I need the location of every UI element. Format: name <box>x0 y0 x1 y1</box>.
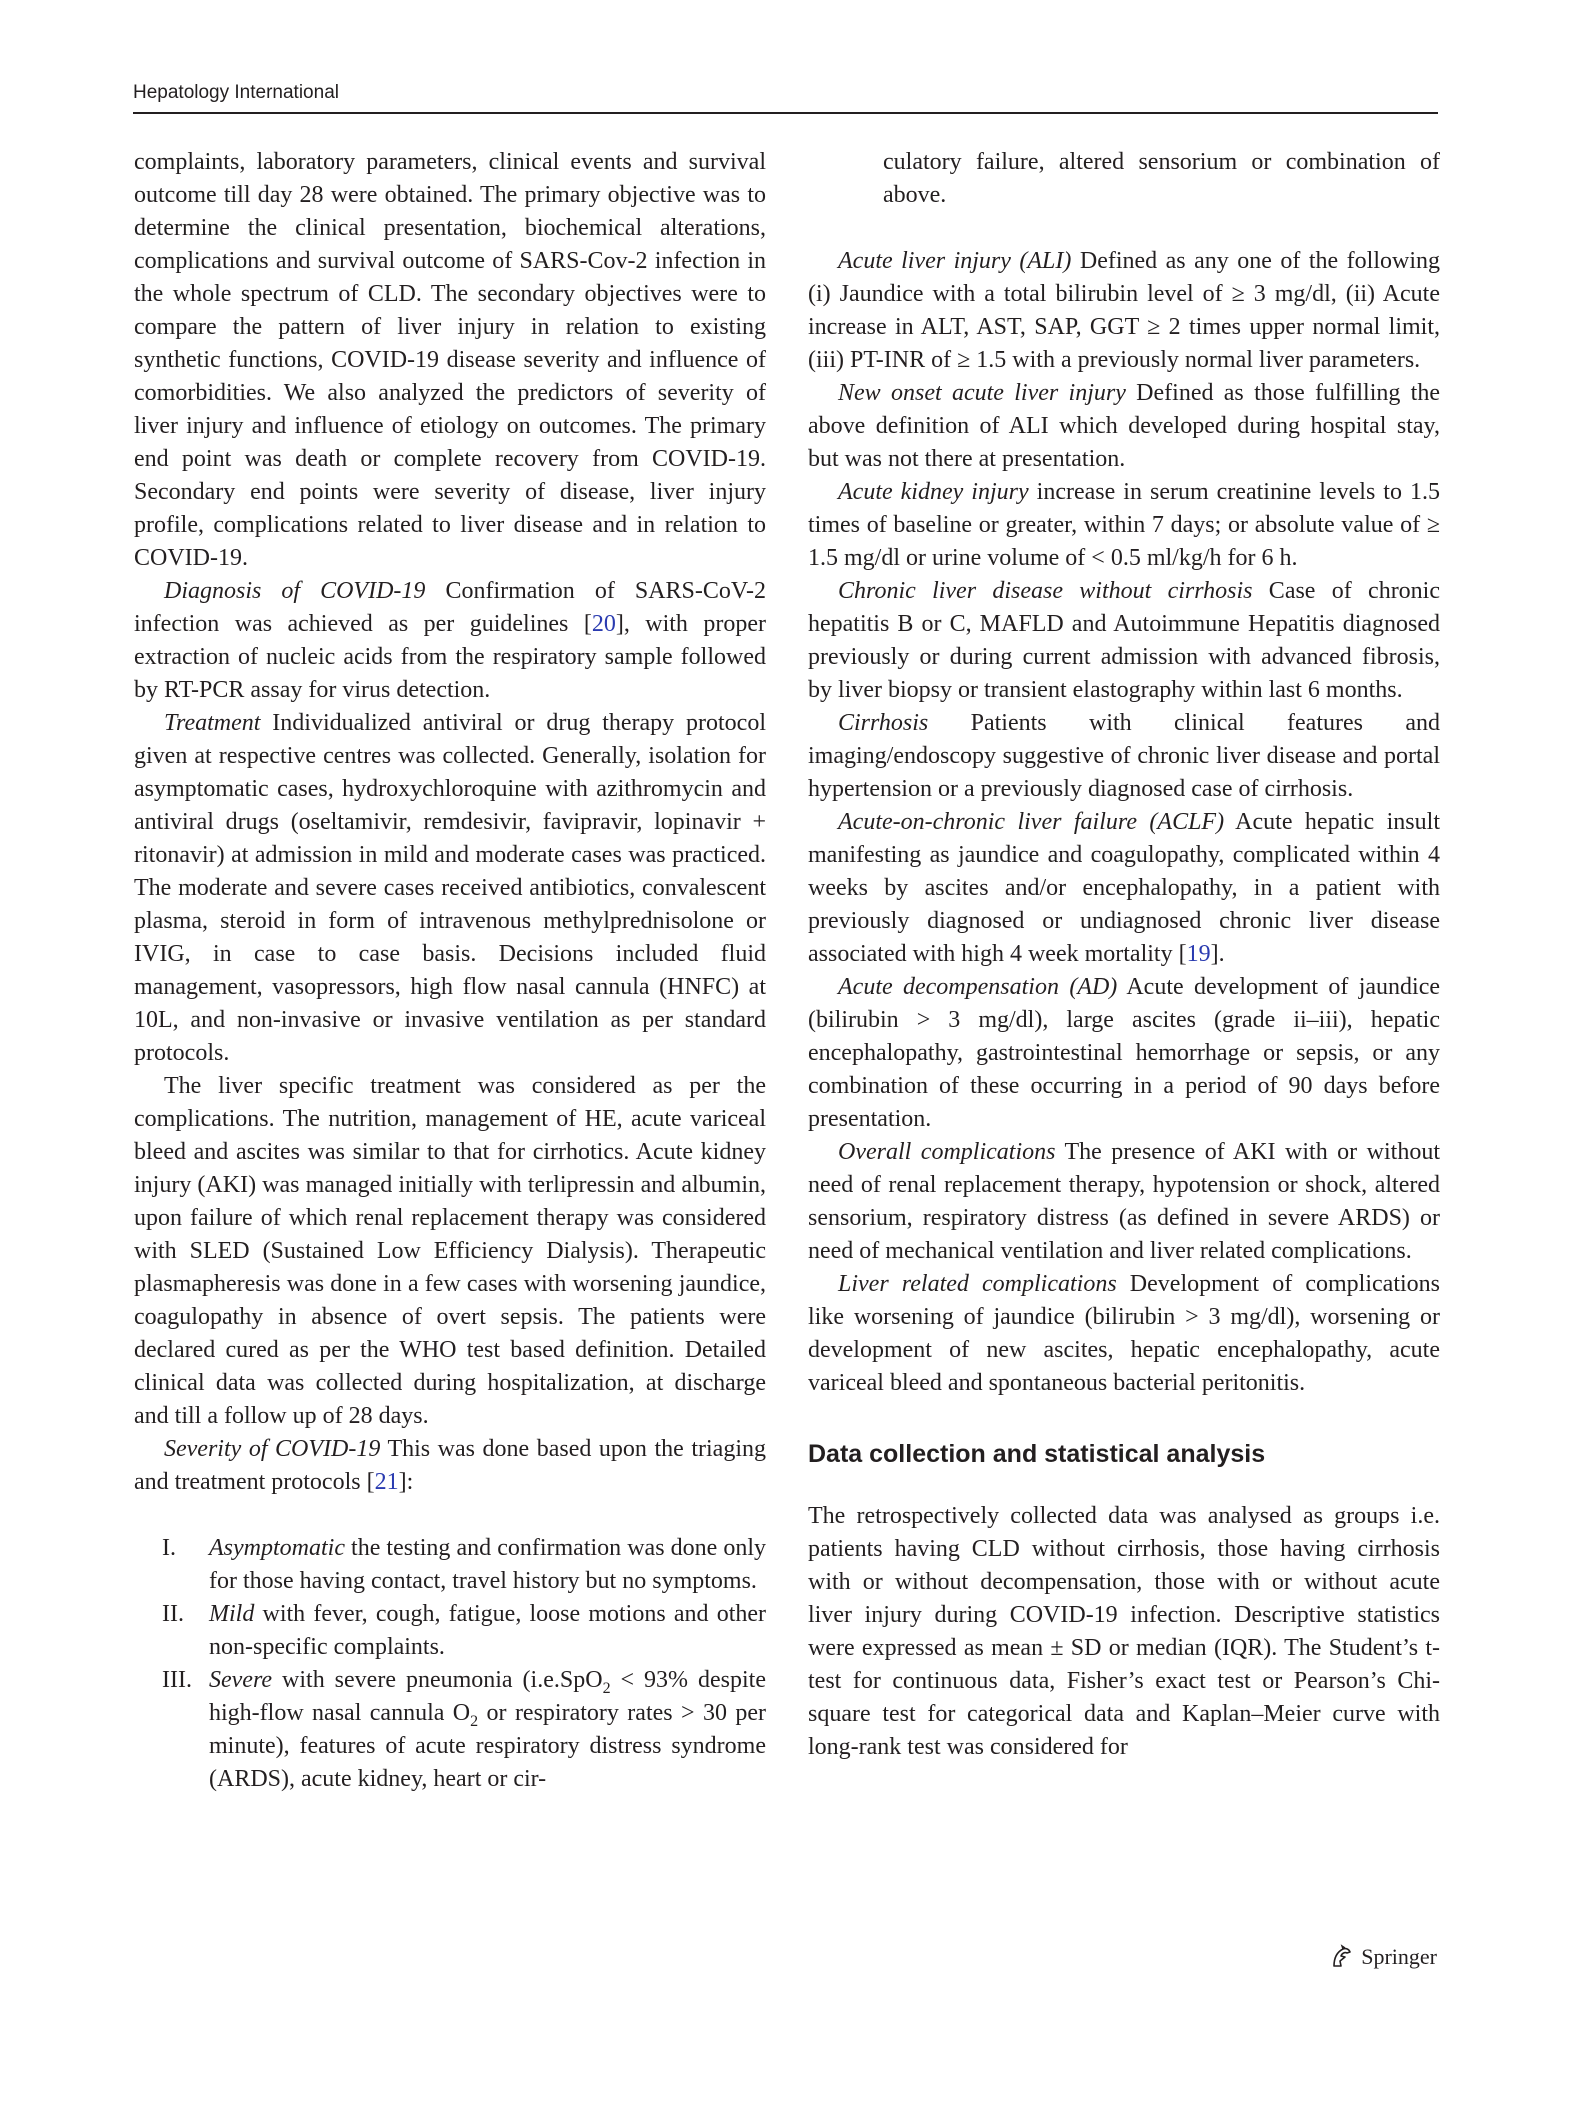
paragraph-objectives: complaints, laboratory parameters, clinical events and survival outcome till day 28 were obtained. The primary objective was to determine the clinical presentation, biochemical alterations, complications and survival outcome of SARS-Cov-2 infection in the whole spectrum of CLD. The secondary objectives were to compare the pattern of liver injury in relation to existing synthetic functions, COVID-19 disease severity and influence of comorbidities. We also analyzed the predictors of severity of liver injury and influence of etiology on outcomes. The primary end point was death or complete recovery from COVID-19. Secondary end points were severity of disease, liver injury profile, complications related to liver disease and in relation to COVID-19. <box>134 149 766 571</box>
severity-heading: Severity of COVID-19 <box>164 1436 381 1462</box>
journal-name: Hepatology International <box>133 82 339 103</box>
severity-list <box>134 1532 766 1796</box>
paragraph-statistics: The retrospectively collected data was analysed as groups i.e. patients having CLD without cirrhosis, those having cirrhosis with or without decompensation, those with or without acute liver injury during COVID-19 infection. Descriptive statistics were expressed as mean ± SD or median (IQR). The Student’s t-test for continuous data, Fisher’s exact test or Pearson’s Chi-square test for categorical data and Kaplan–Meier curve with long-rank test was considered for <box>808 1503 1440 1760</box>
section-heading: Data collection and statistical analysis <box>808 1440 1266 1468</box>
citation-link-20[interactable]: 20 <box>591 611 616 637</box>
running-head <box>133 82 1438 114</box>
publisher-name: Springer <box>1361 1944 1437 1969</box>
list-item-continuation: culatory failure, altered sensorium or combination of above. <box>883 149 1440 208</box>
diagnosis-heading: Diagnosis of COVID-19 <box>164 578 426 604</box>
paragraph-liver-treatment: The liver specific treatment was considered as per the complications. The nutrition, management of HE, acute variceal bleed and ascites was similar to that for cirrhotics. Acute kidney injury (AKI) was managed initially with terlipressin and albumin, upon failure of which renal replacement therapy was considered with SLED (Sustained Low Efficiency Dialysis). Therapeutic plasmapheresis was done in a few cases with worsening jaundice, coagulopathy in absence of overt sepsis. The patients were declared cured as per the WHO test based definition. Detailed clinical data was collected during hospitalization, at discharge and till a follow up of 28 days. <box>134 1073 766 1429</box>
definition-aki: Acute kidney injury increase in serum creatinine levels to 1.5 times of baseline or greater, within 7 days; or absolute value of ≥ 1.5 mg/dl or urine volume of < 0.5 ml/kg/h for 6 h. <box>808 479 1440 571</box>
left-column <box>134 146 766 1796</box>
definition-ali: Acute liver injury (ALI) Defined as any one of the following (i) Jaundice with a total bilirubin level of ≥ 3 mg/dl, (ii) Acute increase in ALT, AST, SAP, GGT ≥ 2 times upper normal limit, (iii) PT-INR of ≥ 1.5 with a previously normal liver parameters. <box>808 248 1440 373</box>
definition-aclf: Acute-on-chronic liver failure (ACLF) Acute hepatic insult manifesting as jaundice and coagulopathy, complicated within 4 weeks by ascites and/or encephalopathy, in a patient with previously diagnosed or undiagnosed chronic liver disease associated with high 4 week mortality [19]. <box>808 809 1440 967</box>
springer-horse-icon <box>1329 1944 1355 1970</box>
citation-link-21[interactable]: 21 <box>374 1469 399 1495</box>
definition-ad: Acute decompensation (AD) Acute development of jaundice (bilirubin > 3 mg/dl), large ascites (grade ii–iii), hepatic encephalopathy, gastrointestinal hemorrhage or sepsis, or any combination of these occurring in a period of 90 days before presentation. <box>808 974 1440 1132</box>
publisher-mark <box>1329 1944 1437 1970</box>
treatment-heading: Treatment <box>164 710 261 736</box>
definition-overall-complications: Overall complications The presence of AKI with or without need of renal replacement therapy, hypotension or shock, altered sensorium, respiratory distress (as defined in severe ARDS) or need of mechanical ventilation and liver related complications. <box>808 1139 1440 1264</box>
paragraph-diagnosis: Diagnosis of COVID-19 Confirmation of SARS-CoV-2 infection was achieved as per guidelines [20], with proper extraction of nucleic acids from the respiratory sample followed by RT-PCR assay for virus detection. <box>134 578 767 703</box>
paragraph-treatment: Treatment Individualized antiviral or drug therapy protocol given at respective centres was collected. Generally, isolation for asymptomatic cases, hydroxychloroquine with azithromycin and antiviral drugs (oseltamivir, remdesivir, favipravir, lopinavir + ritonavir) at admission in mild and moderate cases was practiced. The moderate and severe cases received antibiotics, convalescent plasma, steroid in form of intravenous methylprednisolone or IVIG, in case to case basis. Decisions included fluid management, vasopressors, high flow nasal cannula (HNFC) at 10L, and non-invasive or invasive ventilation as per standard protocols. <box>134 710 766 1066</box>
definition-new-onset-ali: New onset acute liver injury Defined as those fulfilling the above definition of ALI which developed during hospital stay, but was not there at presentation. <box>808 380 1441 472</box>
list-item: I. Asymptomatic the testing and confirmation was done only for those having contact, travel history but no symptoms. <box>162 1535 766 1594</box>
definition-cld: Chronic liver disease without cirrhosis Case of chronic hepatitis B or C, MAFLD and Autoimmune Hepatitis diagnosed previously or during current admission with advanced fibrosis, by liver biopsy or transient elastography within last 6 months. <box>808 578 1441 703</box>
definition-cirrhosis: Cirrhosis Patients with clinical features and imaging/endoscopy suggestive of chronic liver disease and portal hypertension or a previously diagnosed case of cirrhosis. <box>808 710 1440 802</box>
citation-link-19[interactable]: 19 <box>1186 941 1211 967</box>
list-item: II. Mild with fever, cough, fatigue, loose motions and other non-specific complaints. <box>162 1601 766 1660</box>
paragraph-severity: Severity of COVID-19 This was done based upon the triaging and treatment protocols [21]: <box>134 1436 766 1495</box>
list-item: III. Severe with severe pneumonia (i.e.SpO$_2$ < 93% despite high-flow nasal cannula $O_2$ or respiratory rates > 30 per minute), features of acute respiratory distress syndrome (ARDS), acute kidney, heart or cir- <box>162 1667 767 1792</box>
right-column <box>808 146 1440 1764</box>
definition-liver-complications: Liver related complications Development of complications like worsening of jaundice (bilirubin > 3 mg/dl), worsening or development of new ascites, hepatic encephalopathy, acute variceal bleed and spontaneous bacterial peritonitis. <box>808 1271 1440 1396</box>
